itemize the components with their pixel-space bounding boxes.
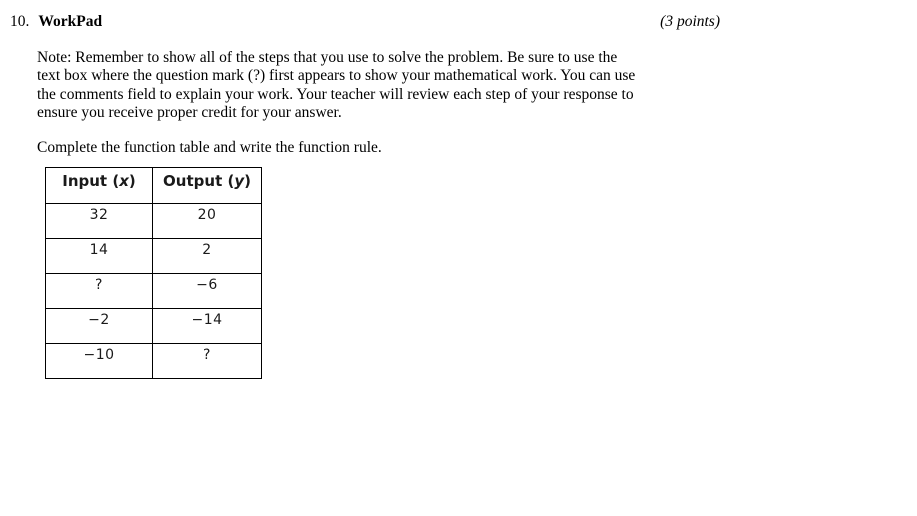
- output-column-header: [153, 168, 262, 204]
- input-cell: −2: [46, 309, 153, 344]
- input-column-header: [46, 168, 153, 204]
- question-title: WorkPad: [38, 13, 103, 30]
- table-row: [46, 204, 262, 239]
- question-points: (3 points): [660, 13, 720, 30]
- output-header-text: Output (: [163, 172, 235, 191]
- workpad-question: [10, 12, 720, 379]
- table-row: [46, 344, 262, 379]
- output-cell: −14: [153, 309, 262, 344]
- input-cell-placeholder: ?: [46, 274, 153, 309]
- input-header-close: ): [128, 172, 136, 191]
- output-variable: y: [234, 172, 245, 191]
- input-variable: x: [119, 172, 129, 191]
- prompt-text: Complete the function table and write the function rule.: [37, 139, 382, 157]
- input-header-text: Input (: [62, 172, 120, 191]
- input-cell: 14: [46, 239, 153, 274]
- input-cell: 32: [46, 204, 153, 239]
- table-row: [46, 274, 262, 309]
- output-cell: 2: [153, 239, 262, 274]
- output-header-close: ): [244, 172, 251, 191]
- table-row: [46, 239, 262, 274]
- function-table: [45, 167, 262, 379]
- output-cell: −6: [153, 274, 262, 309]
- table-row: [46, 309, 262, 344]
- note-text: Note: Remember to show all of the steps that you use to solve the problem. Be sure to use the text box where the question mark (?) first appears to show your mathematical work. You can use the comments field to explain your work. Your teacher will review each step of your response to ensure you receive proper credit for your answer.: [37, 49, 636, 121]
- input-cell: −10: [46, 344, 153, 379]
- output-cell: 20: [153, 204, 262, 239]
- question-header: [10, 12, 720, 31]
- table-header-row: [46, 168, 262, 204]
- output-cell-placeholder: ?: [153, 344, 262, 379]
- question-number: 10.: [10, 13, 30, 30]
